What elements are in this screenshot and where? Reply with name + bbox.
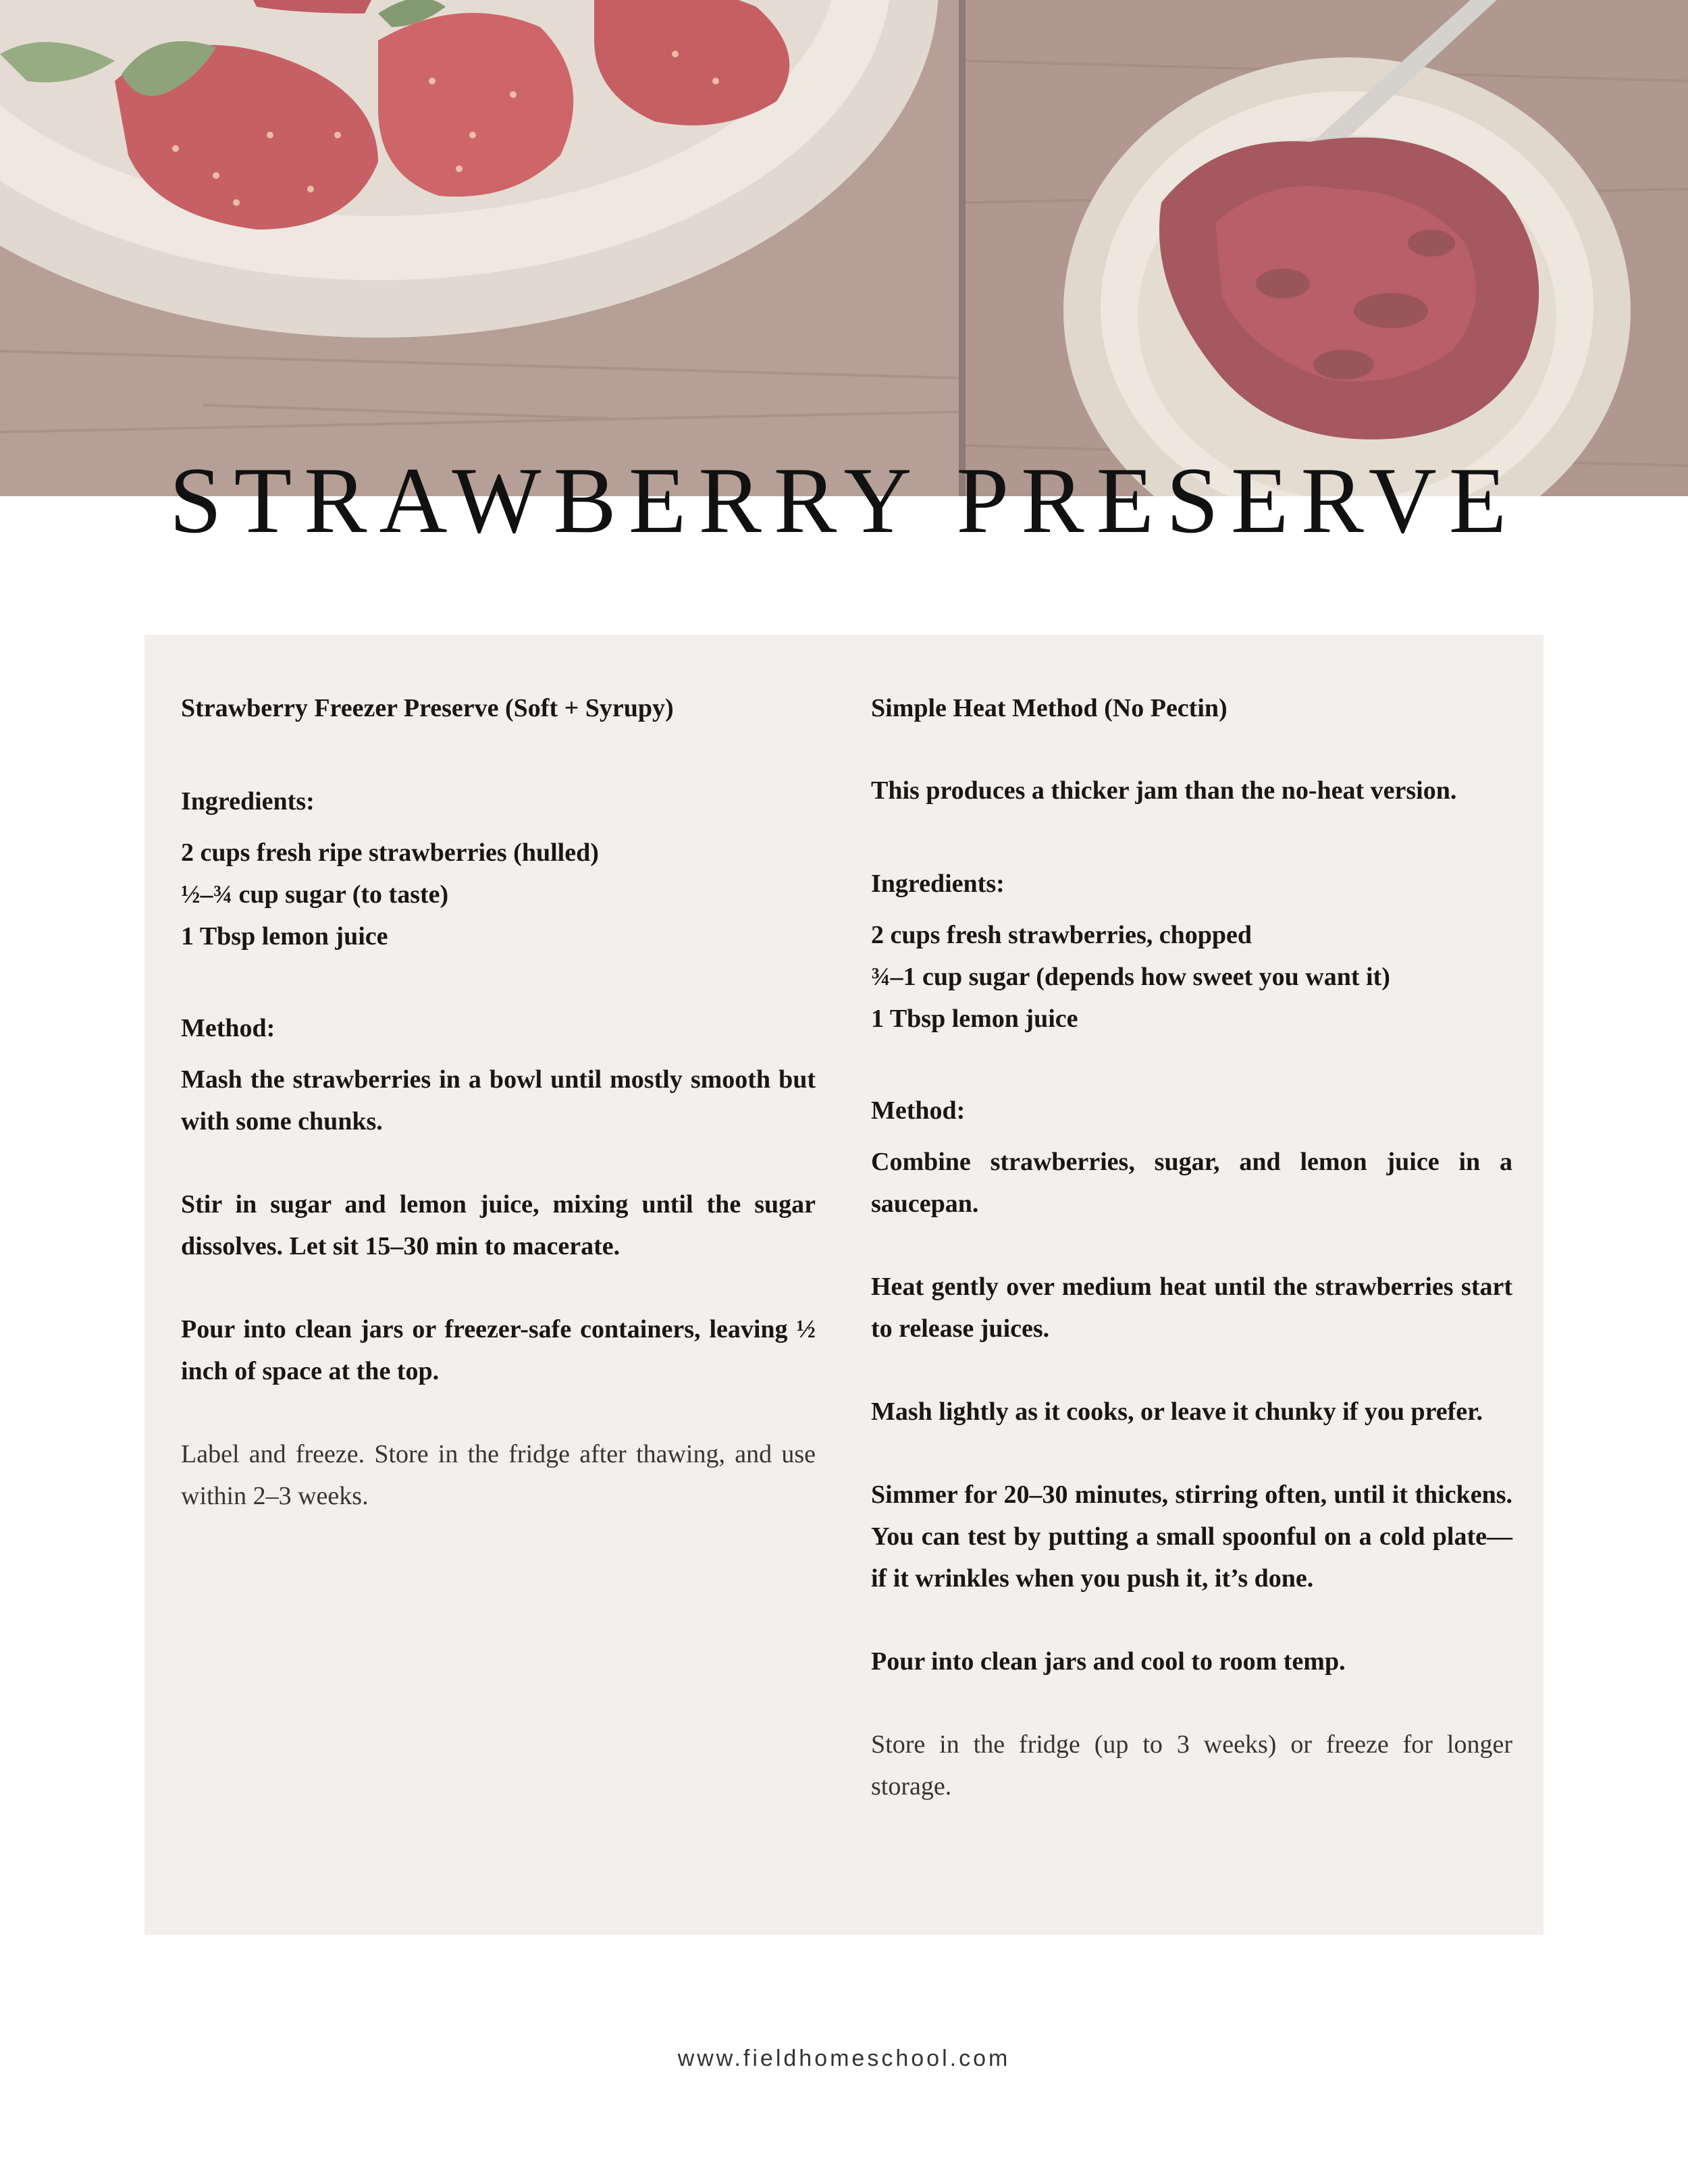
ingredient-item: 1 Tbsp lemon juice [871, 1005, 1078, 1033]
method-step: Pour into clean jars and cool to room temp. [871, 1647, 1346, 1676]
left-recipe-heading: Strawberry Freezer Preserve (Soft + Syrupy) [181, 694, 674, 722]
right-recipe-column [871, 635, 1512, 1807]
method-step: Stir in sugar and lemon juice, mixing until the sugar dissolves. Let sit 15–30 min to macerate. [181, 1190, 816, 1260]
recipe-card [144, 635, 1544, 1935]
right-recipe-heading: Simple Heat Method (No Pectin) [871, 694, 1228, 722]
right-recipe-note: Store in the fridge (up to 3 weeks) or freeze for longer storage. [871, 1730, 1512, 1801]
right-ingredients-list [871, 914, 1512, 1040]
left-ingredients-label: Ingredients: [181, 787, 315, 816]
method-step: Mash lightly as it cooks, or leave it chunky if you prefer. [871, 1397, 1483, 1426]
ingredient-item: ½–¾ cup sugar (to taste) [181, 880, 449, 909]
ingredient-item: ¾–1 cup sugar (depends how sweet you want it) [871, 963, 1390, 991]
footer-website-link[interactable]: www.fieldhomeschool.com [677, 2046, 1011, 2071]
method-step: Pour into clean jars or freezer-safe containers, leaving ½ inch of space at the top. [181, 1315, 816, 1385]
ingredient-item: 2 cups fresh ripe strawberries (hulled) [181, 838, 599, 867]
left-ingredients-list [181, 832, 816, 957]
right-ingredients-label: Ingredients: [871, 870, 1005, 898]
page-title: STRAWBERRY PRESERVE [169, 448, 1519, 553]
hero-photo [0, 0, 1688, 496]
left-method-label: Method: [181, 1014, 275, 1042]
method-step: Combine strawberries, sugar, and lemon juice in a saucepan. [871, 1148, 1512, 1218]
method-step: Simmer for 20–30 minutes, stirring often, until it thickens. You can test by putting a small spoonful on a cold plate—if it wrinkles when you push it, it’s done. [871, 1481, 1512, 1593]
right-method-label: Method: [871, 1096, 966, 1125]
ingredient-item: 1 Tbsp lemon juice [181, 922, 388, 951]
ingredient-item: 2 cups fresh strawberries, chopped [871, 921, 1252, 949]
left-recipe-note: Label and freeze. Store in the fridge after thawing, and use within 2–3 weeks. [181, 1440, 816, 1510]
right-recipe-intro: This produces a thicker jam than the no-heat version. [871, 776, 1457, 805]
hero-photo-fade [0, 0, 1688, 496]
method-step: Mash the strawberries in a bowl until mostly smooth but with some chunks. [181, 1065, 816, 1136]
left-recipe-column [181, 635, 816, 1517]
method-step: Heat gently over medium heat until the strawberries start to release juices. [871, 1273, 1512, 1343]
